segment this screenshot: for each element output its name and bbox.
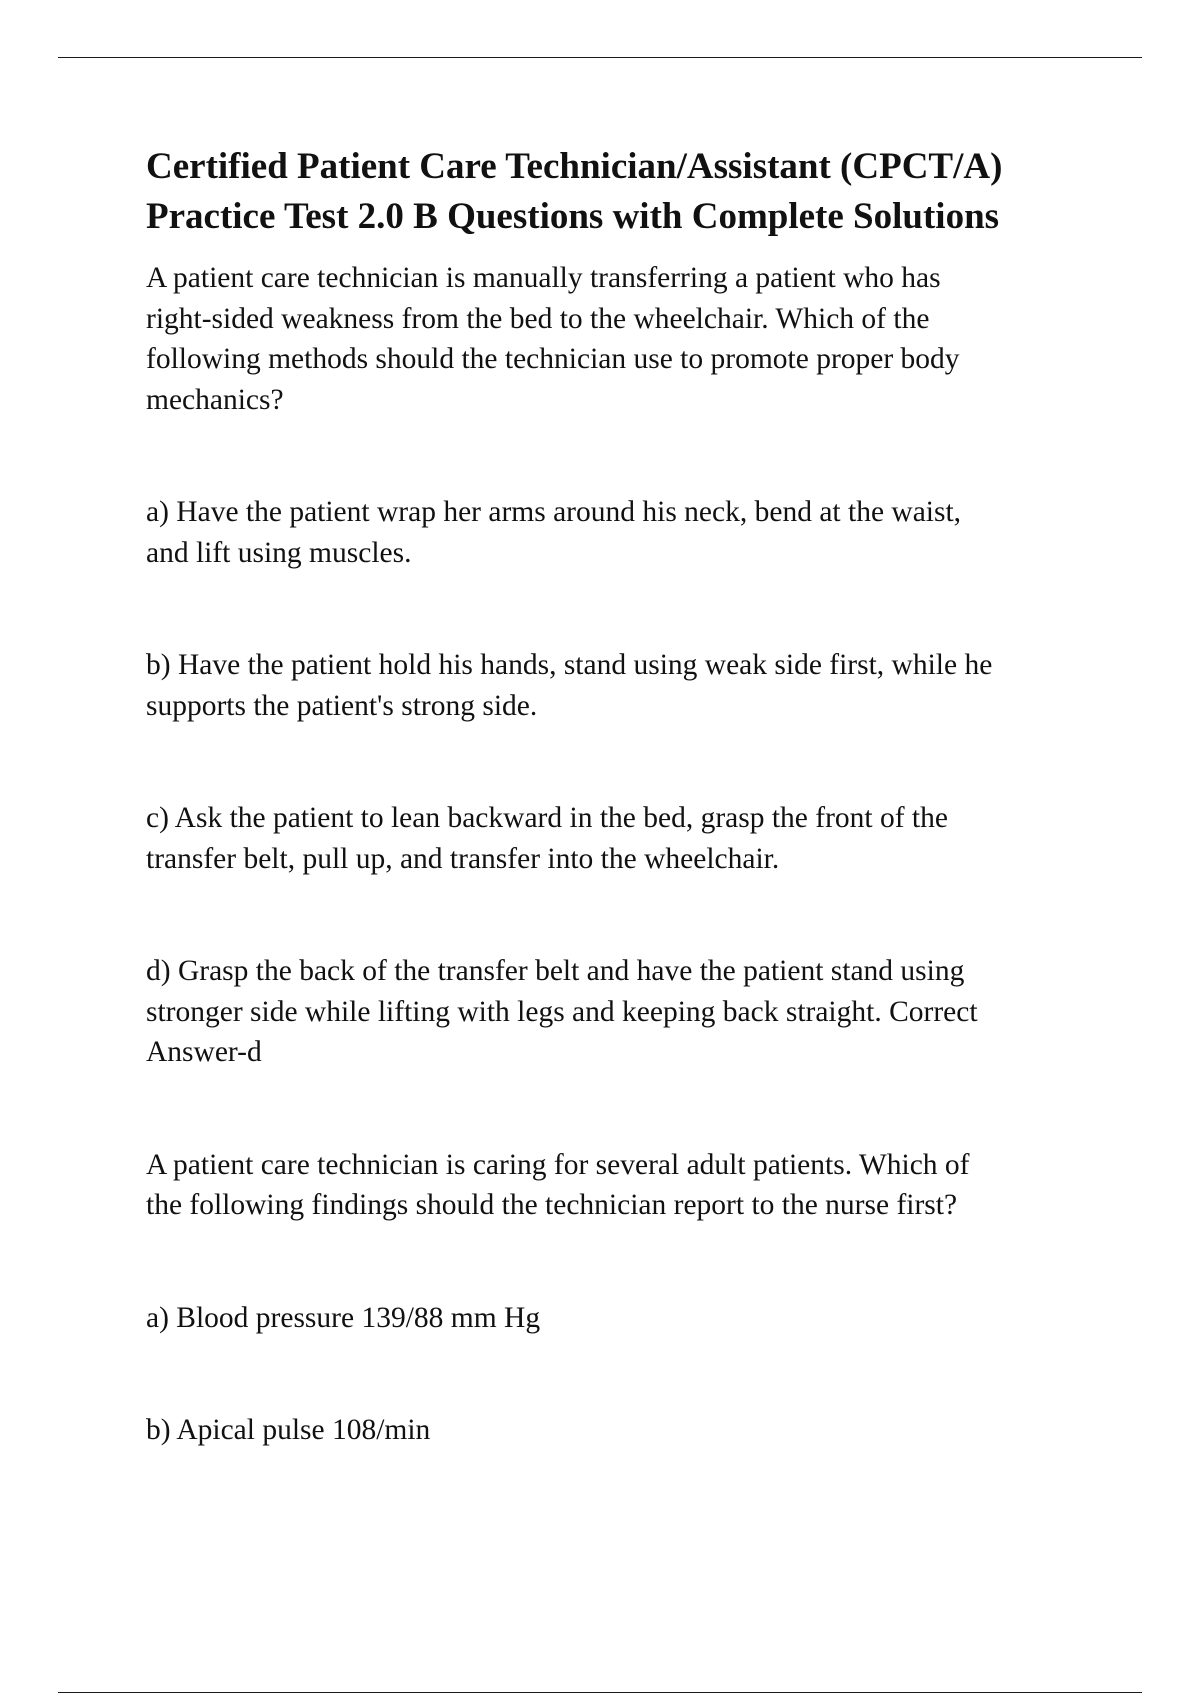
question-1-option-c (146, 798, 1106, 879)
question-2-option-b (146, 1410, 1106, 1451)
title-line: Certified Patient Care Technician/Assistant (CPCT/A) (146, 146, 1003, 187)
option-text-line: Answer-d (146, 1036, 262, 1068)
option-text-line: transfer belt, pull up, and transfer into the wheelchair. (146, 842, 780, 875)
option-text-line: c) Ask the patient to lean backward in the bed, grasp the front of the (146, 802, 948, 834)
option-text-line: a) Blood pressure 139/88 mm Hg (146, 1301, 541, 1334)
option-text-line: b) Apical pulse 108/min (146, 1414, 431, 1446)
option-text-line: b) Have the patient hold his hands, stand using weak side first, while he (146, 649, 993, 681)
option-text-line: stronger side while lifting with legs and keeping back straight. Correct (146, 995, 978, 1028)
option-text-line: a) Have the patient wrap her arms around his neck, bend at the waist, (146, 496, 962, 528)
question-2-option-a (146, 1298, 1106, 1339)
document-body (146, 142, 1106, 1451)
question-1-option-d (146, 951, 1106, 1073)
option-text-line: supports the patient's strong side. (146, 689, 538, 722)
bottom-rule (58, 1692, 1142, 1693)
option-text-line: and lift using muscles. (146, 536, 412, 569)
question-1-option-b (146, 645, 1106, 726)
question-1-stem (146, 258, 1106, 420)
title-line: Practice Test 2.0 B Questions with Complete Solutions (146, 196, 1000, 237)
question-text-line: A patient care technician is caring for several adult patients. Which of (146, 1148, 970, 1181)
question-text-line: following methods should the technician use to promote proper body (146, 343, 960, 375)
question-text-line: A patient care technician is manually transferring a patient who has (146, 262, 941, 294)
top-rule (58, 57, 1142, 58)
question-text-line: the following findings should the technician report to the nurse first? (146, 1189, 958, 1221)
question-text-line: right-sided weakness from the bed to the wheelchair. Which of the (146, 302, 930, 335)
option-text-line: d) Grasp the back of the transfer belt and have the patient stand using (146, 955, 965, 987)
question-text-line: mechanics? (146, 383, 284, 416)
question-2-stem (146, 1145, 1106, 1226)
question-1-option-a (146, 492, 1106, 573)
document-title (146, 142, 1106, 242)
